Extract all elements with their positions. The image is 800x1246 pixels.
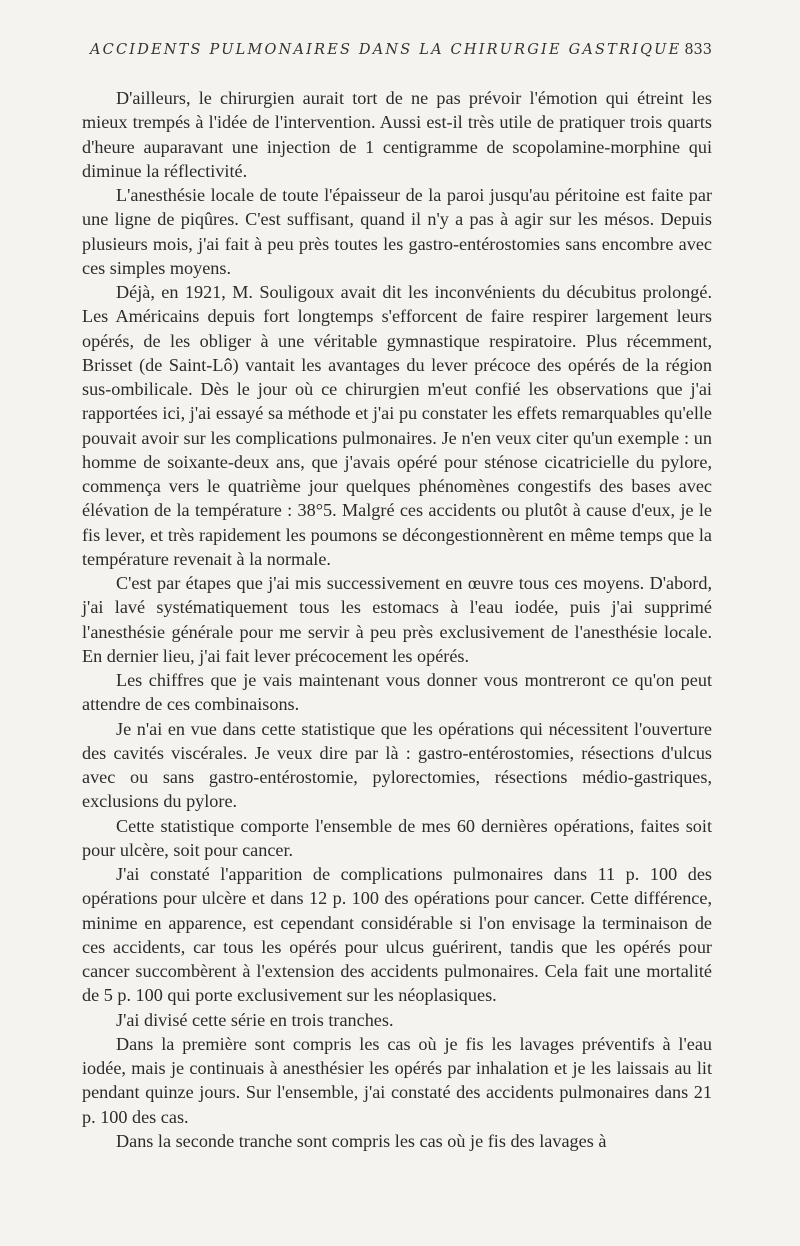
paragraph: Dans la première sont compris les cas où je fis les lavages préventifs à l'eau iodée, mais je continuais à anesthésier les opérés par inhalation et je les laissais au lit pendant quinze jours. Sur l'ensemble, j'ai constaté des accidents pulmonaires dans 21 p. 100 des cas. (82, 1033, 712, 1127)
body-text (82, 86, 712, 1153)
running-title: ACCIDENTS PULMONAIRES DANS LA CHIRURGIE GASTRIQUE (90, 42, 682, 58)
paragraph: Cette statistique comporte l'ensemble de mes 60 dernières opérations, faites soit pour ulcère, soit pour cancer. (82, 815, 712, 860)
paragraph: Dans la seconde tranche sont compris les cas où je fis des lavages à (116, 1130, 607, 1151)
paragraph: Je n'ai en vue dans cette statistique que les opérations qui nécessitent l'ouverture des cavités viscérales. Je veux dire par là : gastro-entérostomies, résections d'ulcus avec ou sans gastro-entérostomie, pylorectomies, résections médio-gastriques, exclusions du pylore. (82, 718, 712, 812)
paragraph: Les chiffres que je vais maintenant vous donner vous montreront ce qu'on peut attendre de ces combinaisons. (82, 670, 712, 715)
paragraph: L'anesthésie locale de toute l'épaisseur de la paroi jusqu'au péritoine est faite par une ligne de piqûres. C'est suffisant, quand il n'y a pas à agir sur les mésos. Depuis plusieurs mois, j'ai fait à peu près toutes les gastro-entérostomies sans encombre avec ces simples moyens. (82, 185, 712, 278)
running-header (90, 42, 712, 64)
paragraph: D'ailleurs, le chirurgien aurait tort de ne pas prévoir l'émotion qui étreint les mieux trempés à l'idée de l'intervention. Aussi est-il très utile de pratiquer trois quarts d'heure auparavant une injection de 1 centigramme de scopolamine-morphine qui diminue la réflectivité. (82, 88, 712, 181)
paragraph: C'est par étapes que j'ai mis successivement en œuvre tous ces moyens. D'abord, j'ai lavé systématiquement tous les estomacs à l'eau iodée, puis j'ai supprimé l'anesthésie générale pour me servir à peu près exclusivement de l'anesthésie locale. En dernier lieu, j'ai fait lever précocement les opérés. (82, 573, 712, 666)
paragraph: Déjà, en 1921, M. Souligoux avait dit les inconvénients du décubitus prolongé. Les Américains depuis fort longtemps s'efforcent de faire respirer largement leurs opérés, de les obliger à une véritable gymnastique respiratoire. Plus récemment, Brisset (de Saint-Lô) vantait les avantages du lever précoce des opérés de la région sus-ombilicale. Dès le jour où ce chirurgien m'eut confié les observations que j'ai rapportées ici, j'ai essayé sa méthode et j'ai pu constater les effets remarquables qu'elle pouvait avoir sur les complications pulmonaires. Je n'en veux citer qu'un exemple : un homme de soixante-deux ans, que j'avais opéré pour sténose cicatricielle du pylore, commença vers le quatrième jour quelques phénomènes congestifs des bases avec élévation de la température : 38°5. Malgré ces accidents ou plutôt à cause d'eux, je le fis lever, et très rapidement les poumons se décongestionnèrent en même temps que la température revenait à la normale. (82, 282, 712, 569)
paragraph: J'ai divisé cette série en trois tranches. (116, 1009, 394, 1030)
paragraph: J'ai constaté l'apparition de complications pulmonaires dans 11 p. 100 des opérations pour ulcère et dans 12 p. 100 des opérations pour cancer. Cette différence, minime en apparence, est cependant considérable si l'on envisage la terminaison de ces accidents, car tous les opérés pour ulcus guérirent, tandis que les opérés pour cancer succombèrent à l'extension des accidents pulmonaires. Cela fait une mortalité de 5 p. 100 qui porte exclusivement sur les néoplasiques. (82, 864, 712, 1006)
page-number: 833 (684, 42, 712, 58)
